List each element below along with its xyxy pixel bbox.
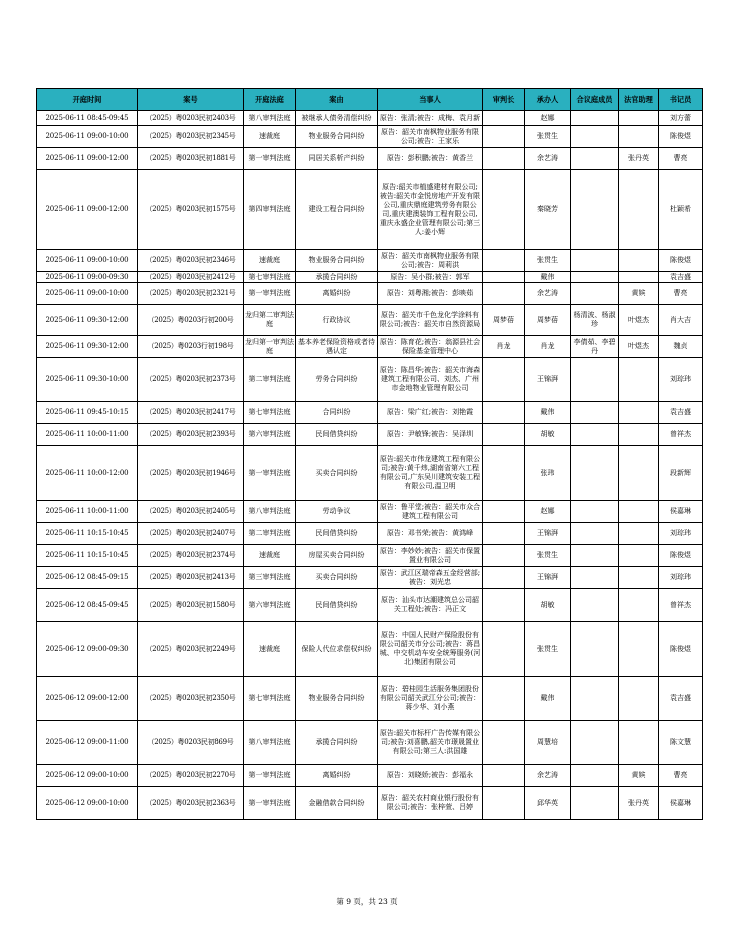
time-cell: 2025-06-11 09:30-10:00	[37, 358, 138, 402]
panel-members-cell	[571, 272, 619, 283]
parties-cell: 原告：刘晓娇;被告：彭福永	[378, 765, 483, 787]
handler-cell: 余艺涛	[525, 765, 571, 787]
header-court: 开庭法庭	[244, 89, 296, 111]
case-number-cell: （2025）粤0203民初2407号	[138, 523, 244, 545]
table-row	[37, 765, 703, 787]
presiding-judge-cell	[483, 501, 525, 523]
case-number-cell: （2025）粤0203民初2412号	[138, 272, 244, 283]
time-cell: 2025-06-11 10:00-12:00	[37, 446, 138, 501]
clerk-cell: 段新辉	[659, 446, 703, 501]
judge-assistant-cell	[619, 567, 659, 589]
table-row	[37, 272, 703, 283]
parties-cell: 原告：陈育花;被告：翁源县社会保险基金管理中心	[378, 336, 483, 358]
panel-members-cell	[571, 721, 619, 765]
presiding-judge-cell: 周梦蓓	[483, 305, 525, 336]
parties-cell: 原告：陈昌华;被告：韶关市海森建筑工程有限公司、刘杰、广州市金地物业管理有限公司	[378, 358, 483, 402]
clerk-cell: 陈俊煜	[659, 250, 703, 272]
handler-cell: 赵娜	[525, 501, 571, 523]
judge-assistant-cell	[619, 721, 659, 765]
court-cell: 速裁庭	[244, 126, 296, 148]
table-row	[37, 424, 703, 446]
panel-members-cell	[571, 787, 619, 820]
header-case-number: 案号	[138, 89, 244, 111]
table-row	[37, 501, 703, 523]
presiding-judge-cell	[483, 148, 525, 170]
handler-cell: 周慧培	[525, 721, 571, 765]
table-row	[37, 111, 703, 126]
table-row	[37, 336, 703, 358]
judge-assistant-cell	[619, 250, 659, 272]
table-row	[37, 250, 703, 272]
time-cell: 2025-06-11 08:45-09:45	[37, 111, 138, 126]
case-number-cell: （2025）粤0203民初2321号	[138, 283, 244, 305]
presiding-judge-cell	[483, 111, 525, 126]
judge-assistant-cell: 张丹英	[619, 148, 659, 170]
clerk-cell: 刘方蕾	[659, 111, 703, 126]
parties-cell: 原告：韶关市南枫物业服务有限公司;被告：王家乐	[378, 126, 483, 148]
judge-assistant-cell	[619, 111, 659, 126]
cause-cell: 物业服务合同纠纷	[296, 250, 378, 272]
clerk-cell: 肖大吉	[659, 305, 703, 336]
parties-cell: 原告：韶关市南枫物业服务有限公司;被告：周莉洪	[378, 250, 483, 272]
court-cell: 第六审判法庭	[244, 424, 296, 446]
court-cell: 第一审判法庭	[244, 283, 296, 305]
panel-members-cell	[571, 424, 619, 446]
panel-members-cell	[571, 677, 619, 721]
cause-cell: 合同纠纷	[296, 402, 378, 424]
handler-cell: 王锦湃	[525, 567, 571, 589]
cause-cell: 离婚纠纷	[296, 283, 378, 305]
case-number-cell: （2025）粤0203民初2345号	[138, 126, 244, 148]
court-cell: 第六审判法庭	[244, 589, 296, 622]
presiding-judge-cell	[483, 589, 525, 622]
cause-cell: 民间借贷纠纷	[296, 589, 378, 622]
handler-cell: 戴伟	[525, 677, 571, 721]
judge-assistant-cell	[619, 523, 659, 545]
presiding-judge-cell	[483, 424, 525, 446]
case-number-cell: （2025）粤0203行初198号	[138, 336, 244, 358]
court-cell: 第八审判法庭	[244, 111, 296, 126]
case-number-cell: （2025）粤0203民初2417号	[138, 402, 244, 424]
court-cell: 第一审判法庭	[244, 787, 296, 820]
parties-cell: 原告：武江区瑞帝森五金经营部;被告：刘光忠	[378, 567, 483, 589]
case-number-cell: （2025）粤0203民初2249号	[138, 622, 244, 677]
parties-cell: 原告：碧桂园生活服务集团股份有限公司韶关武江分公司;被告：蒋少华、刘小燕	[378, 677, 483, 721]
table-row	[37, 589, 703, 622]
panel-members-cell: 李倩茹、李碧丹	[571, 336, 619, 358]
presiding-judge-cell	[483, 358, 525, 402]
time-cell: 2025-06-11 09:30-12:00	[37, 305, 138, 336]
clerk-cell: 曹亮	[659, 283, 703, 305]
court-cell: 第七审判法庭	[244, 677, 296, 721]
time-cell: 2025-06-12 09:00-10:00	[37, 765, 138, 787]
presiding-judge-cell	[483, 545, 525, 567]
page-footer: 第 9 页，共 23 页	[336, 897, 398, 906]
judge-assistant-cell	[619, 170, 659, 250]
table-row	[37, 283, 703, 305]
clerk-cell: 刘琮玮	[659, 358, 703, 402]
time-cell: 2025-06-12 09:00-12:00	[37, 677, 138, 721]
parties-cell: 原告:韶关市标杆广告传媒有限公司;被告:刘喜鹏,韶关市璟晟置业有限公司;第三人:洪国雄	[378, 721, 483, 765]
case-number-cell: （2025）粤0203民初2413号	[138, 567, 244, 589]
clerk-cell: 陈文慧	[659, 721, 703, 765]
handler-cell: 周梦蓓	[525, 305, 571, 336]
time-cell: 2025-06-11 09:00-09:30	[37, 272, 138, 283]
court-cell: 龙归第二审判法庭	[244, 305, 296, 336]
table-row	[37, 567, 703, 589]
table-row	[37, 677, 703, 721]
parties-cell: 原告:韶关市伟龙建筑工程有限公司;被告:黄千炜,湖南省第六工程有限公司,广东吴川建筑安装工程有限公司,温卫明	[378, 446, 483, 501]
case-number-cell: （2025）粤0203民初1946号	[138, 446, 244, 501]
case-number-cell: （2025）粤0203民初2350号	[138, 677, 244, 721]
court-cell: 龙归第一审判法庭	[244, 336, 296, 358]
judge-assistant-cell: 张丹英	[619, 787, 659, 820]
cause-cell: 建设工程合同纠纷	[296, 170, 378, 250]
handler-cell: 张贯生	[525, 126, 571, 148]
parties-cell: 原告：彭积鹏;被告：黄香兰	[378, 148, 483, 170]
judge-assistant-cell	[619, 545, 659, 567]
time-cell: 2025-06-11 10:15-10:45	[37, 523, 138, 545]
case-number-cell: （2025）粤0203民初869号	[138, 721, 244, 765]
handler-cell: 赵娜	[525, 111, 571, 126]
panel-members-cell	[571, 501, 619, 523]
judge-assistant-cell	[619, 358, 659, 402]
cause-cell: 承揽合同纠纷	[296, 272, 378, 283]
court-cell: 第八审判法庭	[244, 721, 296, 765]
table-row	[37, 446, 703, 501]
clerk-cell: 曾祥杰	[659, 589, 703, 622]
cause-cell: 房屋买卖合同纠纷	[296, 545, 378, 567]
court-cell: 第一审判法庭	[244, 446, 296, 501]
parties-cell: 原告：张清;被告：成梅、袁月新	[378, 111, 483, 126]
judge-assistant-cell	[619, 446, 659, 501]
clerk-cell: 刘琮玮	[659, 567, 703, 589]
handler-cell: 胡敏	[525, 589, 571, 622]
table-row	[37, 126, 703, 148]
handler-cell: 王锦湃	[525, 358, 571, 402]
time-cell: 2025-06-11 09:00-10:00	[37, 250, 138, 272]
parties-cell: 原告:韶关市植盛建材有限公司;被告:韶关市金悦房地产开发有限公司,重庆鼎庭建筑劳务有限公司,重庆建澳装饰工程有限公司,重庆永盛企业管理有限公司;第三人:姜小辉	[378, 170, 483, 250]
presiding-judge-cell	[483, 250, 525, 272]
time-cell: 2025-06-11 09:00-10:00	[37, 283, 138, 305]
cause-cell: 劳务合同纠纷	[296, 358, 378, 402]
handler-cell: 张贯生	[525, 622, 571, 677]
panel-members-cell	[571, 170, 619, 250]
time-cell: 2025-06-11 10:15-10:45	[37, 545, 138, 567]
presiding-judge-cell	[483, 446, 525, 501]
court-cell: 第二审判法庭	[244, 523, 296, 545]
parties-cell: 原告：鲁平堂;被告：韶关市众合建筑工程有限公司	[378, 501, 483, 523]
cause-cell: 金融借款合同纠纷	[296, 787, 378, 820]
handler-cell: 邱华英	[525, 787, 571, 820]
clerk-cell: 刘琮玮	[659, 523, 703, 545]
presiding-judge-cell	[483, 170, 525, 250]
presiding-judge-cell	[483, 402, 525, 424]
court-cell: 第四审判法庭	[244, 170, 296, 250]
cause-cell: 保险人代位求偿权纠纷	[296, 622, 378, 677]
clerk-cell: 袁吉盛	[659, 272, 703, 283]
presiding-judge-cell: 肖龙	[483, 336, 525, 358]
clerk-cell: 袁吉盛	[659, 677, 703, 721]
panel-members-cell	[571, 589, 619, 622]
judge-assistant-cell	[619, 126, 659, 148]
clerk-cell: 侯嘉琳	[659, 501, 703, 523]
case-number-cell: （2025）粤0203民初1575号	[138, 170, 244, 250]
time-cell: 2025-06-11 10:00-11:00	[37, 501, 138, 523]
handler-cell: 戴伟	[525, 272, 571, 283]
header-judge-assistant: 法官助理	[619, 89, 659, 111]
case-number-cell: （2025）粤0203民初2374号	[138, 545, 244, 567]
cause-cell: 物业服务合同纠纷	[296, 677, 378, 721]
handler-cell: 戴伟	[525, 402, 571, 424]
header-presiding-judge: 审判长	[483, 89, 525, 111]
handler-cell: 余艺涛	[525, 283, 571, 305]
table-row	[37, 148, 703, 170]
court-cell: 速裁庭	[244, 622, 296, 677]
handler-cell: 余艺涛	[525, 148, 571, 170]
clerk-cell: 杜颖希	[659, 170, 703, 250]
court-cell: 第一审判法庭	[244, 148, 296, 170]
presiding-judge-cell	[483, 622, 525, 677]
table-row	[37, 305, 703, 336]
clerk-cell: 陈俊煜	[659, 622, 703, 677]
court-cell: 第七审判法庭	[244, 402, 296, 424]
handler-cell: 胡敏	[525, 424, 571, 446]
cause-cell: 离婚纠纷	[296, 765, 378, 787]
header-parties: 当事人	[378, 89, 483, 111]
cause-cell: 行政协议	[296, 305, 378, 336]
time-cell: 2025-06-11 09:00-12:00	[37, 170, 138, 250]
header-handler: 承办人	[525, 89, 571, 111]
panel-members-cell	[571, 523, 619, 545]
panel-members-cell: 杨清波、杨淑珍	[571, 305, 619, 336]
panel-members-cell	[571, 545, 619, 567]
parties-cell: 原告：梁广红;被告：刘艳霞	[378, 402, 483, 424]
panel-members-cell	[571, 283, 619, 305]
case-number-cell: （2025）粤0203民初2373号	[138, 358, 244, 402]
court-cell: 第八审判法庭	[244, 501, 296, 523]
judge-assistant-cell: 黄嫔	[619, 283, 659, 305]
panel-members-cell	[571, 567, 619, 589]
table-header-row	[37, 89, 703, 111]
parties-cell: 原告：汕头市达潮建筑总公司韶关工程处;被告：冯正文	[378, 589, 483, 622]
cause-cell: 物业服务合同纠纷	[296, 126, 378, 148]
handler-cell: 秦晓芳	[525, 170, 571, 250]
table-row	[37, 622, 703, 677]
panel-members-cell	[571, 446, 619, 501]
judge-assistant-cell: 叶煜杰	[619, 336, 659, 358]
court-cell: 第三审判法庭	[244, 567, 296, 589]
case-number-cell: （2025）粤0203民初2270号	[138, 765, 244, 787]
parties-cell: 原告：中国人民财产保险股份有限公司韶关市分公司;被告：蒋昌城、中交机动车安全统筹服务(河北)集团有限公司	[378, 622, 483, 677]
panel-members-cell	[571, 126, 619, 148]
judge-assistant-cell	[619, 402, 659, 424]
presiding-judge-cell	[483, 765, 525, 787]
panel-members-cell	[571, 111, 619, 126]
case-number-cell: （2025）粤0203行初200号	[138, 305, 244, 336]
cause-cell: 民间借贷纠纷	[296, 424, 378, 446]
table-body	[37, 111, 703, 820]
judge-assistant-cell	[619, 424, 659, 446]
clerk-cell: 曹亮	[659, 148, 703, 170]
panel-members-cell	[571, 358, 619, 402]
presiding-judge-cell	[483, 721, 525, 765]
header-clerk: 书记员	[659, 89, 703, 111]
presiding-judge-cell	[483, 126, 525, 148]
cause-cell: 劳动争议	[296, 501, 378, 523]
parties-cell: 原告：韶关农村商业银行股份有限公司;被告：张梓萱、吕婷	[378, 787, 483, 820]
time-cell: 2025-06-11 09:45-10:15	[37, 402, 138, 424]
case-number-cell: （2025）粤0203民初1580号	[138, 589, 244, 622]
case-number-cell: （2025）粤0203民初2393号	[138, 424, 244, 446]
case-number-cell: （2025）粤0203民初2405号	[138, 501, 244, 523]
judge-assistant-cell	[619, 272, 659, 283]
table-row	[37, 402, 703, 424]
presiding-judge-cell	[483, 283, 525, 305]
case-number-cell: （2025）粤0203民初2346号	[138, 250, 244, 272]
clerk-cell: 侯嘉琳	[659, 787, 703, 820]
parties-cell: 原告：尹敏锋;被告：吴泽圳	[378, 424, 483, 446]
judge-assistant-cell: 叶煜杰	[619, 305, 659, 336]
table-row	[37, 787, 703, 820]
time-cell: 2025-06-12 09:00-11:00	[37, 721, 138, 765]
table-row	[37, 358, 703, 402]
table-row	[37, 523, 703, 545]
presiding-judge-cell	[483, 567, 525, 589]
table-row	[37, 721, 703, 765]
clerk-cell: 陈俊煜	[659, 126, 703, 148]
cause-cell: 买卖合同纠纷	[296, 446, 378, 501]
judge-assistant-cell	[619, 622, 659, 677]
handler-cell: 张玮	[525, 446, 571, 501]
time-cell: 2025-06-12 09:00-10:00	[37, 787, 138, 820]
court-schedule-table	[36, 88, 703, 820]
court-cell: 第七审判法庭	[244, 272, 296, 283]
handler-cell: 肖龙	[525, 336, 571, 358]
presiding-judge-cell	[483, 787, 525, 820]
panel-members-cell	[571, 402, 619, 424]
clerk-cell: 魏贞	[659, 336, 703, 358]
clerk-cell: 袁吉盛	[659, 402, 703, 424]
parties-cell: 原告：李妙妙;被告：韶关市保置置业有限公司	[378, 545, 483, 567]
handler-cell: 张贯生	[525, 250, 571, 272]
cause-cell: 买卖合同纠纷	[296, 567, 378, 589]
time-cell: 2025-06-12 08:45-09:45	[37, 589, 138, 622]
case-number-cell: （2025）粤0203民初2363号	[138, 787, 244, 820]
clerk-cell: 曾祥杰	[659, 424, 703, 446]
clerk-cell: 陈俊煜	[659, 545, 703, 567]
judge-assistant-cell	[619, 677, 659, 721]
header-time: 开庭时间	[37, 89, 138, 111]
court-cell: 第二审判法庭	[244, 358, 296, 402]
judge-assistant-cell	[619, 589, 659, 622]
case-number-cell: （2025）粤0203民初2403号	[138, 111, 244, 126]
time-cell: 2025-06-12 09:00-09:30	[37, 622, 138, 677]
parties-cell: 原告：韶关市千色龙化学涂料有限公司;被告：韶关市自然资源局	[378, 305, 483, 336]
judge-assistant-cell	[619, 501, 659, 523]
table-row	[37, 170, 703, 250]
table-row	[37, 545, 703, 567]
time-cell: 2025-06-11 09:30-12:00	[37, 336, 138, 358]
clerk-cell: 曹亮	[659, 765, 703, 787]
parties-cell: 原告：吴小群;被告：郭军	[378, 272, 483, 283]
judge-assistant-cell: 黄嫔	[619, 765, 659, 787]
parties-cell: 原告：邓书荣;被告：黄鸿峰	[378, 523, 483, 545]
cause-cell: 承揽合同纠纷	[296, 721, 378, 765]
cause-cell: 同居关系析产纠纷	[296, 148, 378, 170]
panel-members-cell	[571, 622, 619, 677]
time-cell: 2025-06-11 09:00-10:00	[37, 126, 138, 148]
parties-cell: 原告：刘粤湘;被告：彭映茹	[378, 283, 483, 305]
cause-cell: 被继承人债务清偿纠纷	[296, 111, 378, 126]
presiding-judge-cell	[483, 677, 525, 721]
case-number-cell: （2025）粤0203民初1881号	[138, 148, 244, 170]
panel-members-cell	[571, 765, 619, 787]
court-cell: 速裁庭	[244, 545, 296, 567]
handler-cell: 张贯生	[525, 545, 571, 567]
header-panel-members: 合议庭成员	[571, 89, 619, 111]
court-cell: 第一审判法庭	[244, 765, 296, 787]
time-cell: 2025-06-11 10:00-11:00	[37, 424, 138, 446]
header-cause: 案由	[296, 89, 378, 111]
cause-cell: 基本养老保险资格或者待遇认定	[296, 336, 378, 358]
time-cell: 2025-06-12 08:45-09:15	[37, 567, 138, 589]
panel-members-cell	[571, 148, 619, 170]
panel-members-cell	[571, 250, 619, 272]
cause-cell: 民间借贷纠纷	[296, 523, 378, 545]
handler-cell: 王锦湃	[525, 523, 571, 545]
presiding-judge-cell	[483, 272, 525, 283]
time-cell: 2025-06-11 09:00-12:00	[37, 148, 138, 170]
presiding-judge-cell	[483, 523, 525, 545]
court-cell: 速裁庭	[244, 250, 296, 272]
